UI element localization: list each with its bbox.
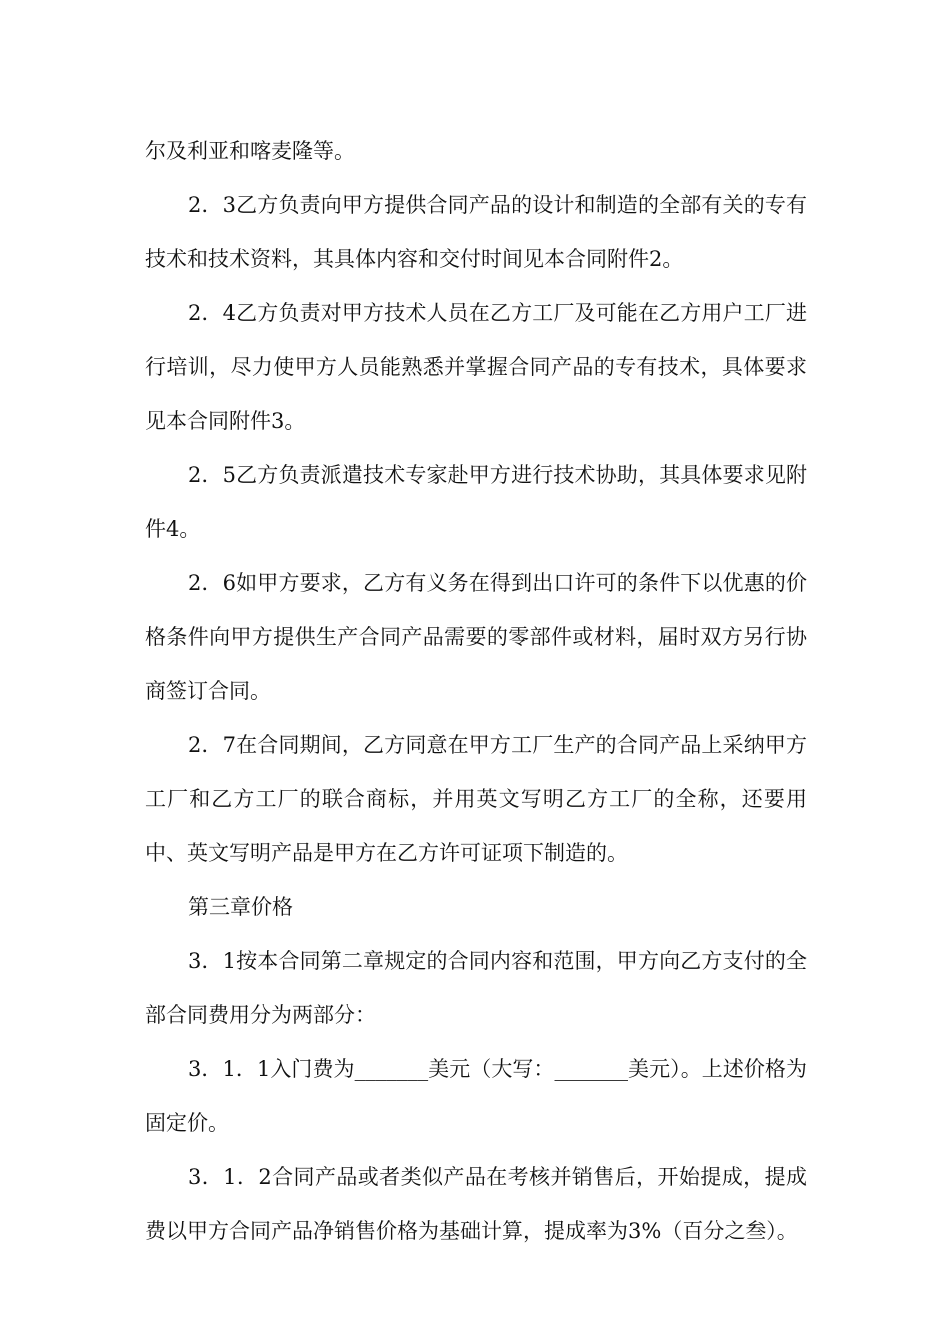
chapter-heading: 第三章价格 [188, 895, 293, 919]
paragraph-clause-3-1: 3．1按本合同第二章规定的合同内容和范围，甲方向乙方支付的全部合同费用分为两部分： [145, 949, 807, 1027]
document-body [145, 124, 807, 1258]
paragraph-clause-2-5: 2．5乙方负责派遣技术专家赴甲方进行技术协助，其具体要求见附件4。 [145, 463, 807, 541]
paragraph-clause-3-1-2: 3．1．2合同产品或者类似产品在考核并销售后，开始提成，提成费以甲方合同产品净销售价格为基础计算，提成率为3%（百分之叁）。 [145, 1165, 807, 1243]
paragraph-clause-2-4: 2．4乙方负责对甲方技术人员在乙方工厂及可能在乙方用户工厂进行培训，尽力使甲方人员能熟悉并掌握合同产品的专有技术，具体要求见本合同附件3。 [145, 301, 807, 433]
paragraph-clause-2-6: 2．6如甲方要求，乙方有义务在得到出口许可的条件下以优惠的价格条件向甲方提供生产合同产品需要的零部件或材料，届时双方另行协商签订合同。 [145, 571, 807, 703]
paragraph-clause-3-1-1: 3．1．1入门费为_______美元（大写：_______美元）。上述价格为固定价。 [145, 1057, 807, 1135]
paragraph-clause-2-7: 2．7在合同期间，乙方同意在甲方工厂生产的合同产品上采纳甲方工厂和乙方工厂的联合商标，并用英文写明乙方工厂的全称，还要用中、英文写明产品是甲方在乙方许可证项下制造的。 [145, 733, 807, 865]
paragraph-clause-2-3: 2．3乙方负责向甲方提供合同产品的设计和制造的全部有关的专有技术和技术资料，其具体内容和交付时间见本合同附件2。 [145, 193, 807, 271]
paragraph-continuation: 尔及利亚和喀麦隆等。 [145, 139, 355, 163]
